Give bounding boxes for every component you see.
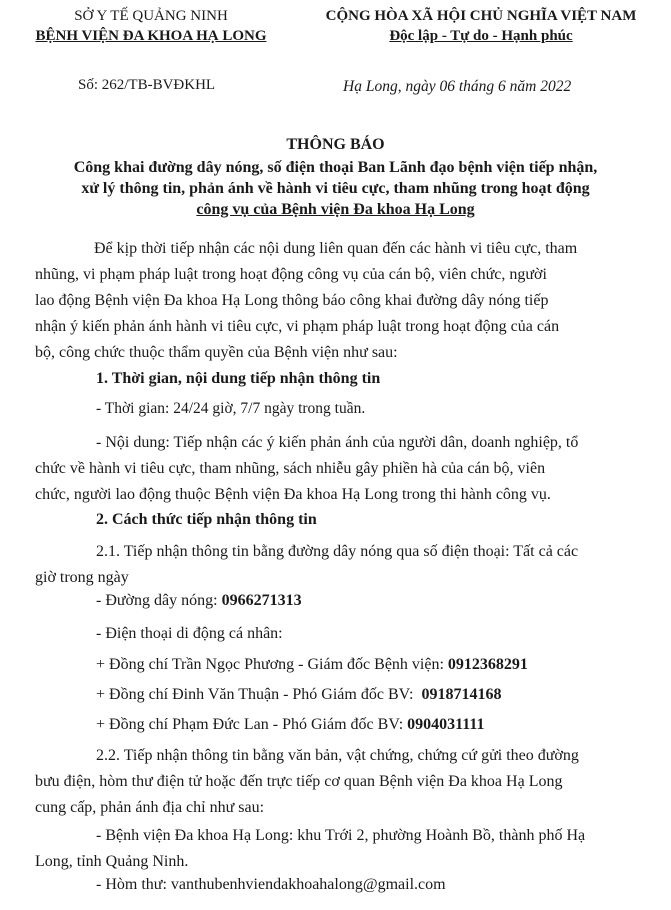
subtitle-line: công vụ của Bệnh viện Đa khoa Hạ Long — [196, 201, 475, 218]
sub2-line: 2.2. Tiếp nhận thông tin bằng văn bản, vật chứng, chứng cứ gửi theo đường — [96, 747, 579, 764]
motto: Độc lập - Tự do - Hạnh phúc — [389, 28, 573, 44]
section2-heading: 2. Cách thức tiếp nhận thông tin — [96, 511, 317, 528]
address-block — [35, 823, 585, 875]
contact-line — [96, 686, 501, 704]
hotline-label: - Đường dây nóng: — [96, 592, 222, 609]
email-line: - Hòm thư: vanthubenhviendakhoahalong@gmail.com — [96, 876, 446, 893]
section1-content — [35, 430, 578, 508]
content-line: chức về hành vi tiêu cực, tham nhũng, sách nhiễu gây phiền hà của cán bộ, viên — [35, 460, 546, 477]
org-name: BỆNH VIỆN ĐA KHOA HẠ LONG — [35, 28, 267, 44]
doc-number: Số: 262/TB-BVĐKHL — [78, 77, 216, 93]
contact-phone: 0912368291 — [447, 656, 528, 673]
contact-line — [96, 716, 485, 734]
intro-line: bộ, công chức thuộc thẩm quyền của Bệnh viện như sau: — [35, 344, 398, 361]
content-line: - Nội dung: Tiếp nhận các ý kiến phản ánh của người dân, doanh nghiệp, tổ — [96, 434, 579, 451]
subtitle-line: Công khai đường dây nóng, số điện thoại Ban Lãnh đạo bệnh viện tiếp nhận, — [73, 159, 598, 176]
doc-title: THÔNG BÁO — [286, 136, 385, 153]
contact-line — [96, 656, 528, 674]
sub2-line: cung cấp, phản ánh địa chỉ như sau: — [35, 799, 265, 816]
contact-phone: 0904031111 — [407, 716, 485, 733]
sub2-line: bưu điện, hòm thư điện tử hoặc đến trực tiếp cơ quan Bệnh viện Đa khoa Hạ Long — [35, 773, 563, 790]
country-name: CỘNG HÒA XÃ HỘI CHỦ NGHĨA VIỆT NAM — [325, 8, 637, 24]
address-line: Long, tỉnh Quảng Ninh. — [35, 853, 189, 870]
address-line: - Bệnh viện Đa khoa Hạ Long: khu Trới 2, phường Hoành Bồ, thành phố Hạ — [96, 827, 586, 844]
doc-date: Hạ Long, ngày 06 tháng 6 năm 2022 — [343, 78, 572, 95]
intro-line: nhũng, vi phạm pháp luật trong hoạt động công vụ của cán bộ, viên chức, người — [35, 266, 547, 283]
intro-paragraph — [35, 236, 577, 366]
contact-label: + Đồng chí Trần Ngọc Phương - Giám đốc Bệnh viện: — [96, 656, 448, 673]
section2-sub1 — [35, 539, 578, 591]
doc-subtitle — [0, 157, 671, 220]
contact-phone: 0918714168 — [421, 686, 502, 703]
intro-line: nhận ý kiến phản ánh hành vi tiêu cực, vi phạm pháp luật trong hoạt động của cán — [35, 318, 560, 335]
subtitle-line: xử lý thông tin, phản ánh về hành vi tiêu cực, tham nhũng trong hoạt động — [81, 180, 590, 197]
section1-heading: 1. Thời gian, nội dung tiếp nhận thông tin — [96, 370, 381, 387]
org-parent: SỞ Y TẾ QUẢNG NINH — [74, 8, 228, 24]
section2-sub2 — [35, 743, 579, 821]
hotline-line — [96, 592, 302, 610]
contact-label: + Đồng chí Phạm Đức Lan - Phó Giám đốc BV: — [96, 716, 408, 733]
header-left — [8, 6, 294, 46]
sub1-line: giờ trong ngày — [35, 569, 129, 586]
sub1-line: 2.1. Tiếp nhận thông tin bằng đường dây nóng qua số điện thoại: Tất cả các — [96, 543, 579, 560]
intro-line: lao động Bệnh viện Đa khoa Hạ Long thông báo công khai đường dây nóng tiếp — [35, 292, 549, 309]
section1-time: - Thời gian: 24/24 giờ, 7/7 ngày trong tuần. — [96, 400, 366, 417]
hotline-number: 0966271313 — [221, 592, 302, 609]
mobile-label: - Điện thoại di động cá nhân: — [96, 625, 283, 642]
header-right — [296, 6, 666, 46]
contact-label: + Đồng chí Đinh Văn Thuận - Phó Giám đốc BV: — [96, 686, 422, 703]
content-line: chức, người lao động thuộc Bệnh viện Đa khoa Hạ Long trong thi hành công vụ. — [35, 486, 551, 503]
intro-line: Để kịp thời tiếp nhận các nội dung liên quan đến các hành vi tiêu cực, tham — [94, 240, 578, 257]
